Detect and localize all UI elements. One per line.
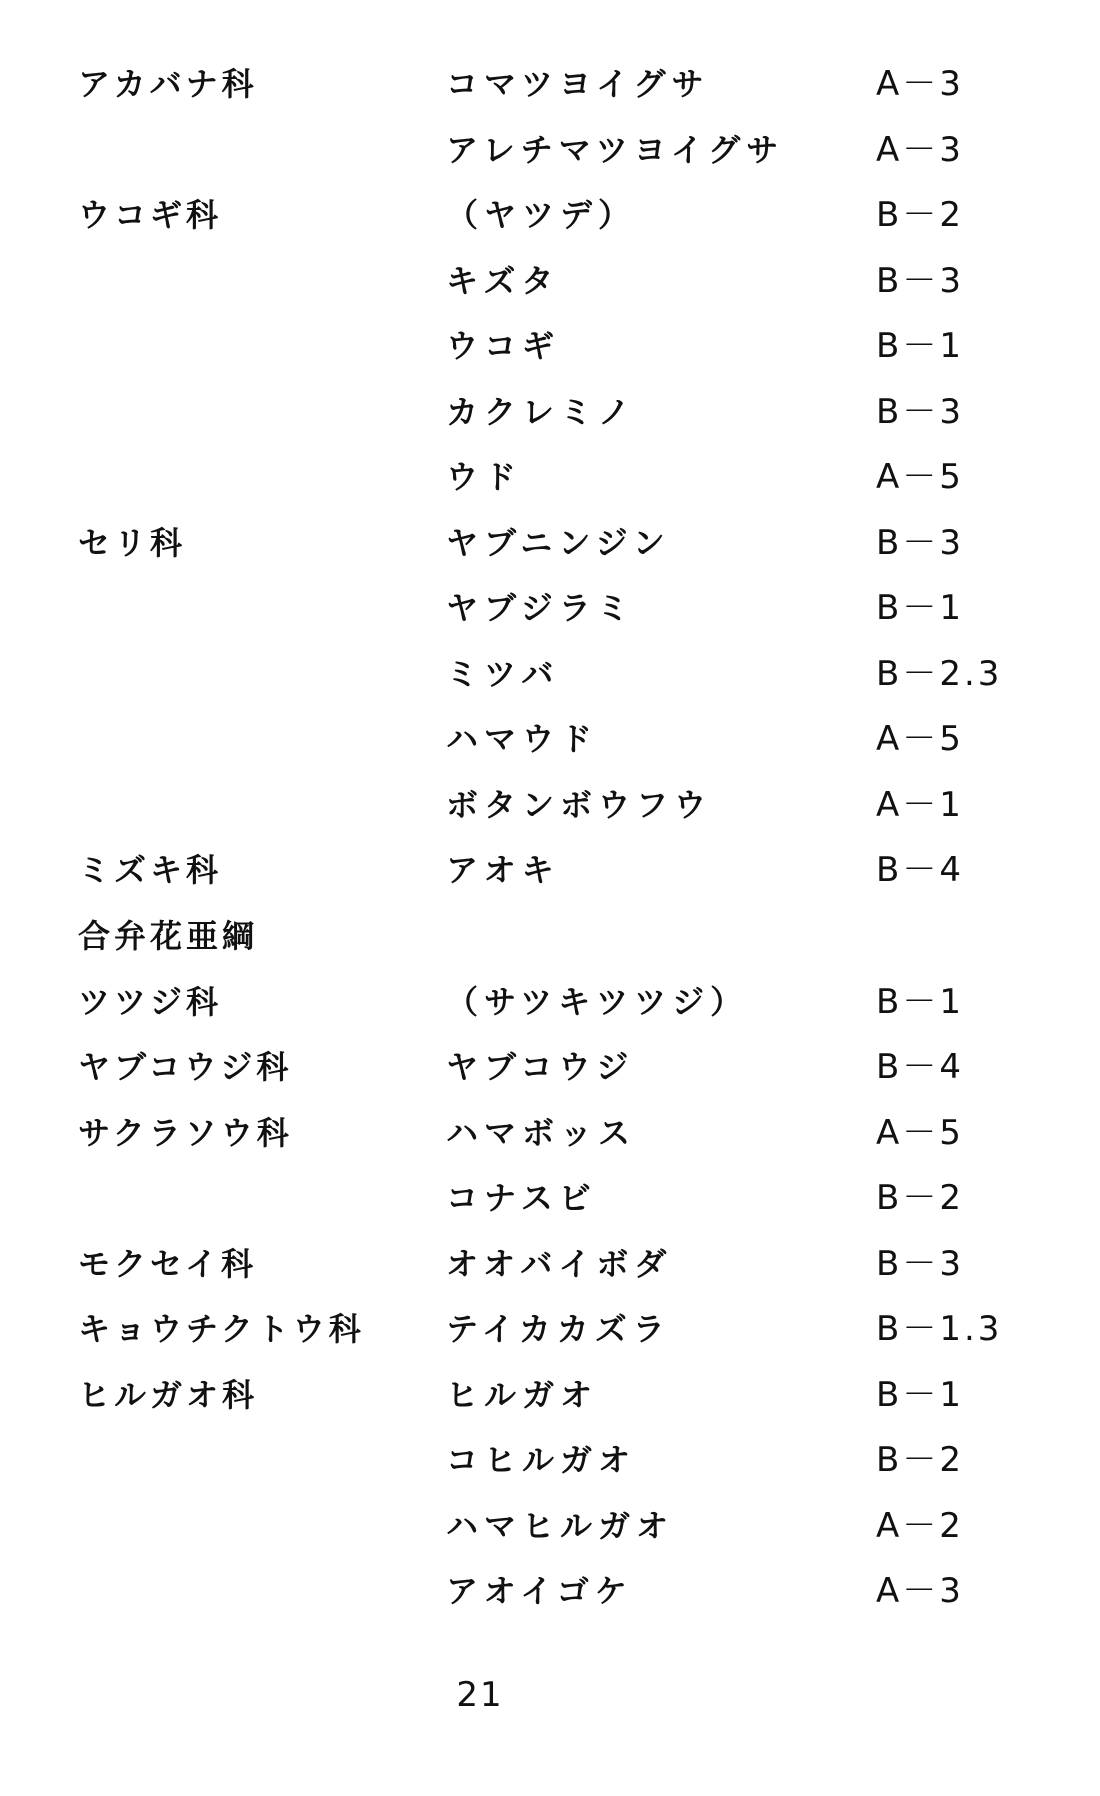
species-name: コヒルガオ: [446, 1441, 637, 1479]
family-name: アカバナ科: [78, 65, 258, 103]
category-code: B－1: [876, 588, 964, 628]
species-name: ボタンボウフウ: [446, 785, 713, 824]
list-item: [0, 1168, 1100, 1234]
family-name: ツツジ科: [78, 982, 223, 1021]
category-code: A－5: [876, 1112, 964, 1153]
list-item: [0, 972, 1100, 1038]
category-code: B－4: [876, 1047, 964, 1087]
category-code: A－1: [876, 784, 964, 825]
family-name: セリ科: [78, 523, 187, 562]
category-code: B－4: [876, 850, 964, 890]
category-code: B－1: [876, 1374, 964, 1415]
category-code: A－2: [876, 1505, 964, 1546]
list-item: [0, 1496, 1100, 1562]
species-name: ハマウド: [446, 720, 599, 758]
species-list: [0, 54, 1100, 1627]
category-code: B－3: [876, 391, 964, 432]
list-item: [0, 709, 1100, 775]
species-name: カクレミノ: [446, 392, 637, 431]
list-item: [0, 513, 1100, 579]
category-code: B－2: [876, 195, 964, 235]
species-name: アオイゴケ: [446, 1572, 633, 1610]
species-name: ハマボッス: [446, 1113, 637, 1152]
species-name: （ヤツデ）: [446, 196, 637, 234]
list-item: [0, 1561, 1100, 1627]
species-name: オオバイボダ: [446, 1244, 673, 1283]
list-item: [0, 251, 1100, 317]
species-name: ヤブニンジン: [446, 523, 671, 562]
list-item: [0, 120, 1100, 186]
category-code: A－3: [876, 1571, 964, 1611]
list-item: [0, 1299, 1100, 1365]
species-name: コマツヨイグサ: [446, 65, 710, 103]
species-name: ヤブジラミ: [446, 589, 635, 627]
subclass-heading: 合弁花亜綱: [78, 916, 259, 955]
list-item: [0, 1037, 1100, 1103]
family-name: サクラソウ科: [78, 1113, 293, 1152]
species-name: ウド: [446, 458, 523, 496]
page-number: 21: [456, 1675, 504, 1715]
species-name: コナスビ: [446, 1179, 597, 1217]
category-code: B－2: [876, 1440, 964, 1480]
category-code: B－1: [876, 981, 964, 1022]
species-name: テイカカズラ: [446, 1310, 671, 1348]
family-name: キョウチクトウ科: [78, 1310, 365, 1348]
species-name: ウコギ: [446, 327, 561, 365]
species-name: ミツバ: [446, 654, 560, 693]
species-name: アオキ: [446, 851, 560, 889]
list-item: [0, 1430, 1100, 1496]
species-name: ヒルガオ: [446, 1375, 599, 1414]
family-name: ミズキ科: [78, 851, 223, 889]
category-code: A－3: [876, 129, 964, 170]
list-item: [0, 316, 1100, 382]
species-name: ヤブコウジ: [446, 1048, 635, 1086]
list-item: [0, 1234, 1100, 1300]
category-code: A－5: [876, 457, 964, 497]
species-name: キズタ: [446, 261, 560, 300]
list-item: [0, 1365, 1100, 1431]
subclass-heading-row: [0, 906, 1100, 972]
category-code: B－1.3: [876, 1309, 1003, 1349]
list-item: [0, 185, 1100, 251]
family-name: ヤブコウジ科: [78, 1048, 293, 1086]
category-code: B－1: [876, 326, 964, 366]
category-code: B－2.3: [876, 653, 1003, 694]
list-item: [0, 1103, 1100, 1169]
category-code: B－3: [876, 522, 964, 563]
list-item: [0, 447, 1100, 513]
species-name: （サツキツツジ）: [446, 982, 749, 1021]
family-name: モクセイ科: [78, 1244, 258, 1283]
family-name: ヒルガオ科: [78, 1375, 259, 1414]
category-code: B－2: [876, 1178, 964, 1218]
category-code: A－3: [876, 64, 964, 104]
category-code: B－3: [876, 1243, 964, 1284]
list-item: [0, 840, 1100, 906]
list-item: [0, 578, 1100, 644]
family-name: ウコギ科: [78, 196, 223, 234]
species-name: ハマヒルガオ: [446, 1506, 675, 1545]
category-code: B－3: [876, 260, 964, 301]
list-item: [0, 54, 1100, 120]
list-item: [0, 382, 1100, 448]
category-code: A－5: [876, 719, 964, 759]
list-item: [0, 775, 1100, 841]
species-name: アレチマツヨイグサ: [446, 130, 785, 169]
list-item: [0, 644, 1100, 710]
